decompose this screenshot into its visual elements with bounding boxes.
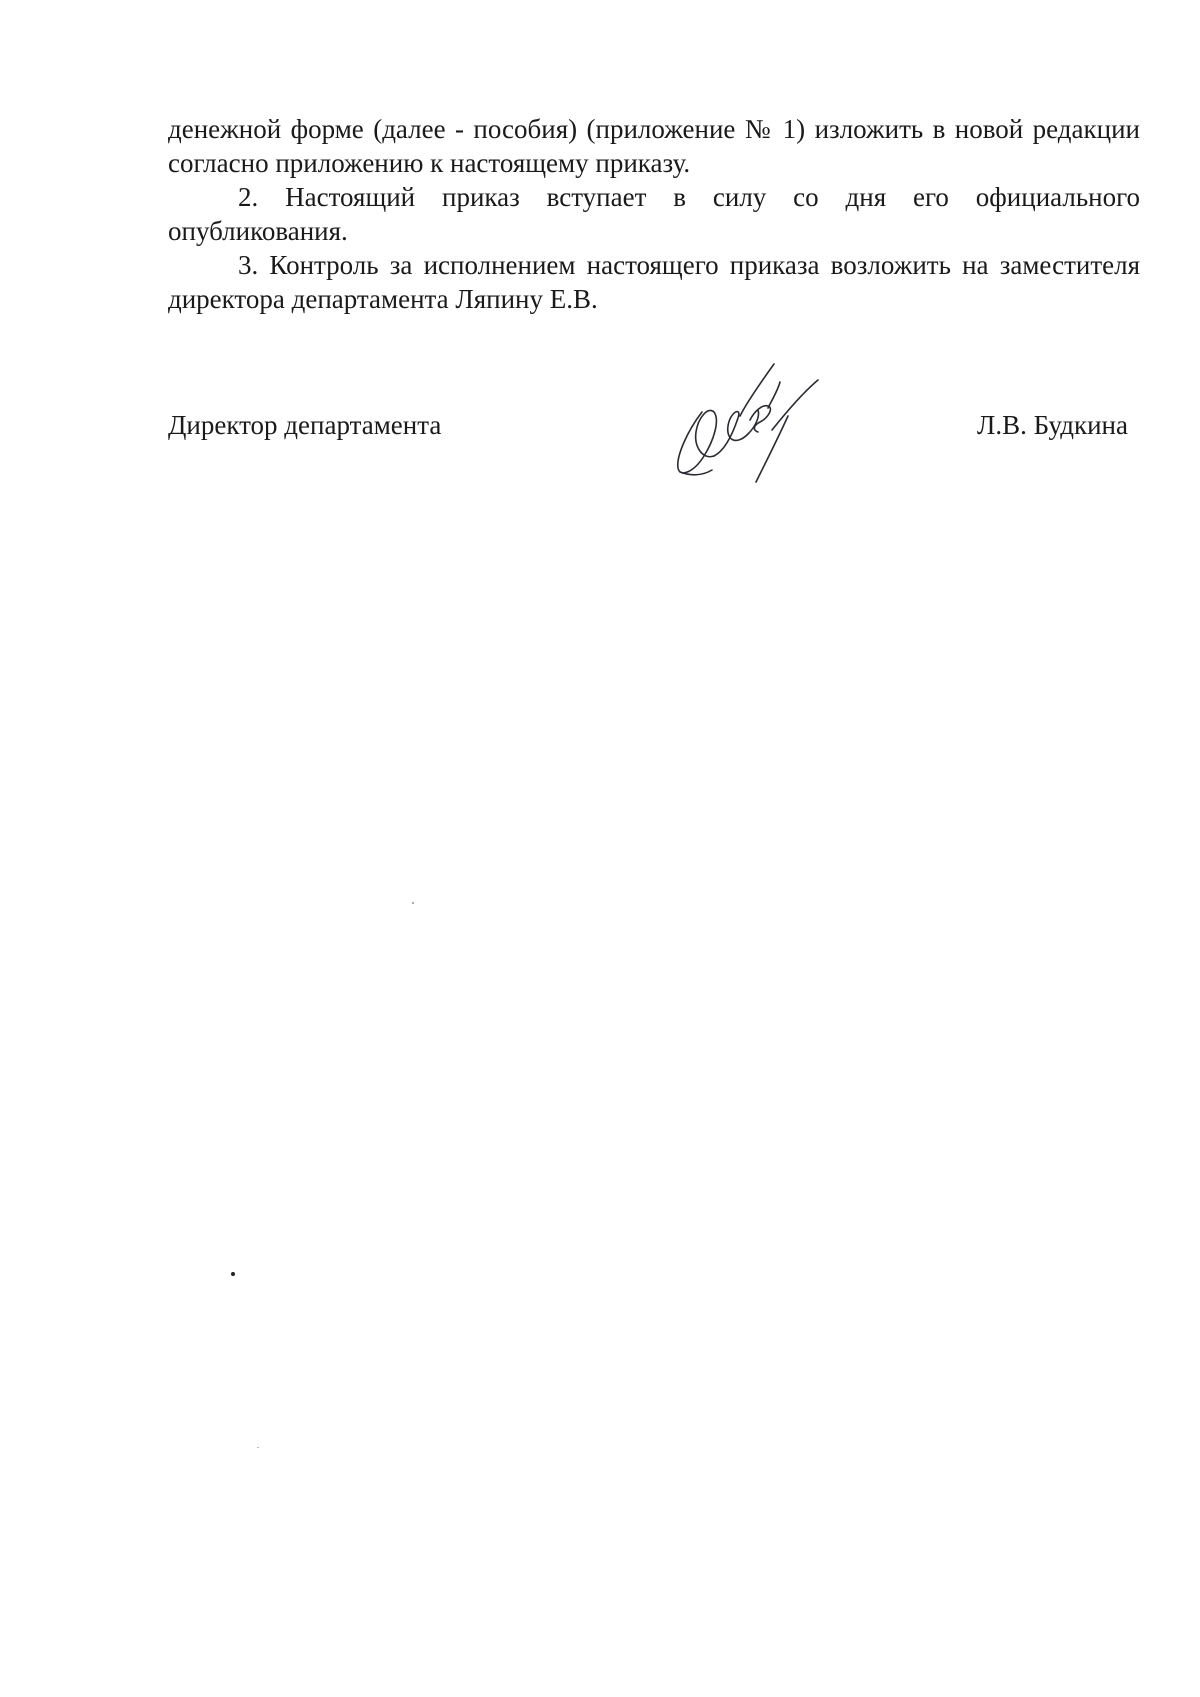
signature-block xyxy=(168,408,1128,448)
signatory-name: Л.В. Будкина xyxy=(977,410,1128,440)
signatory-position: Директор департамента xyxy=(168,410,442,440)
paragraph-continuation: денежной форме (далее - пособия) (приложение № 1) изложить в новой редакции согласно приложению к настоящему приказу. xyxy=(168,114,1140,178)
paragraph-item-2: 2. Настоящий приказ вступает в силу со дня его официального опубликования. xyxy=(168,182,1140,246)
scan-speck xyxy=(257,1447,259,1448)
scan-speck xyxy=(412,902,414,904)
handwritten-signature xyxy=(668,360,848,485)
scan-speck xyxy=(231,1272,235,1276)
document-body xyxy=(168,112,1140,316)
paragraph-item-3: 3. Контроль за исполнением настоящего приказа возложить на заместителя директора департамента Ляпину Е.В. xyxy=(168,250,1140,314)
